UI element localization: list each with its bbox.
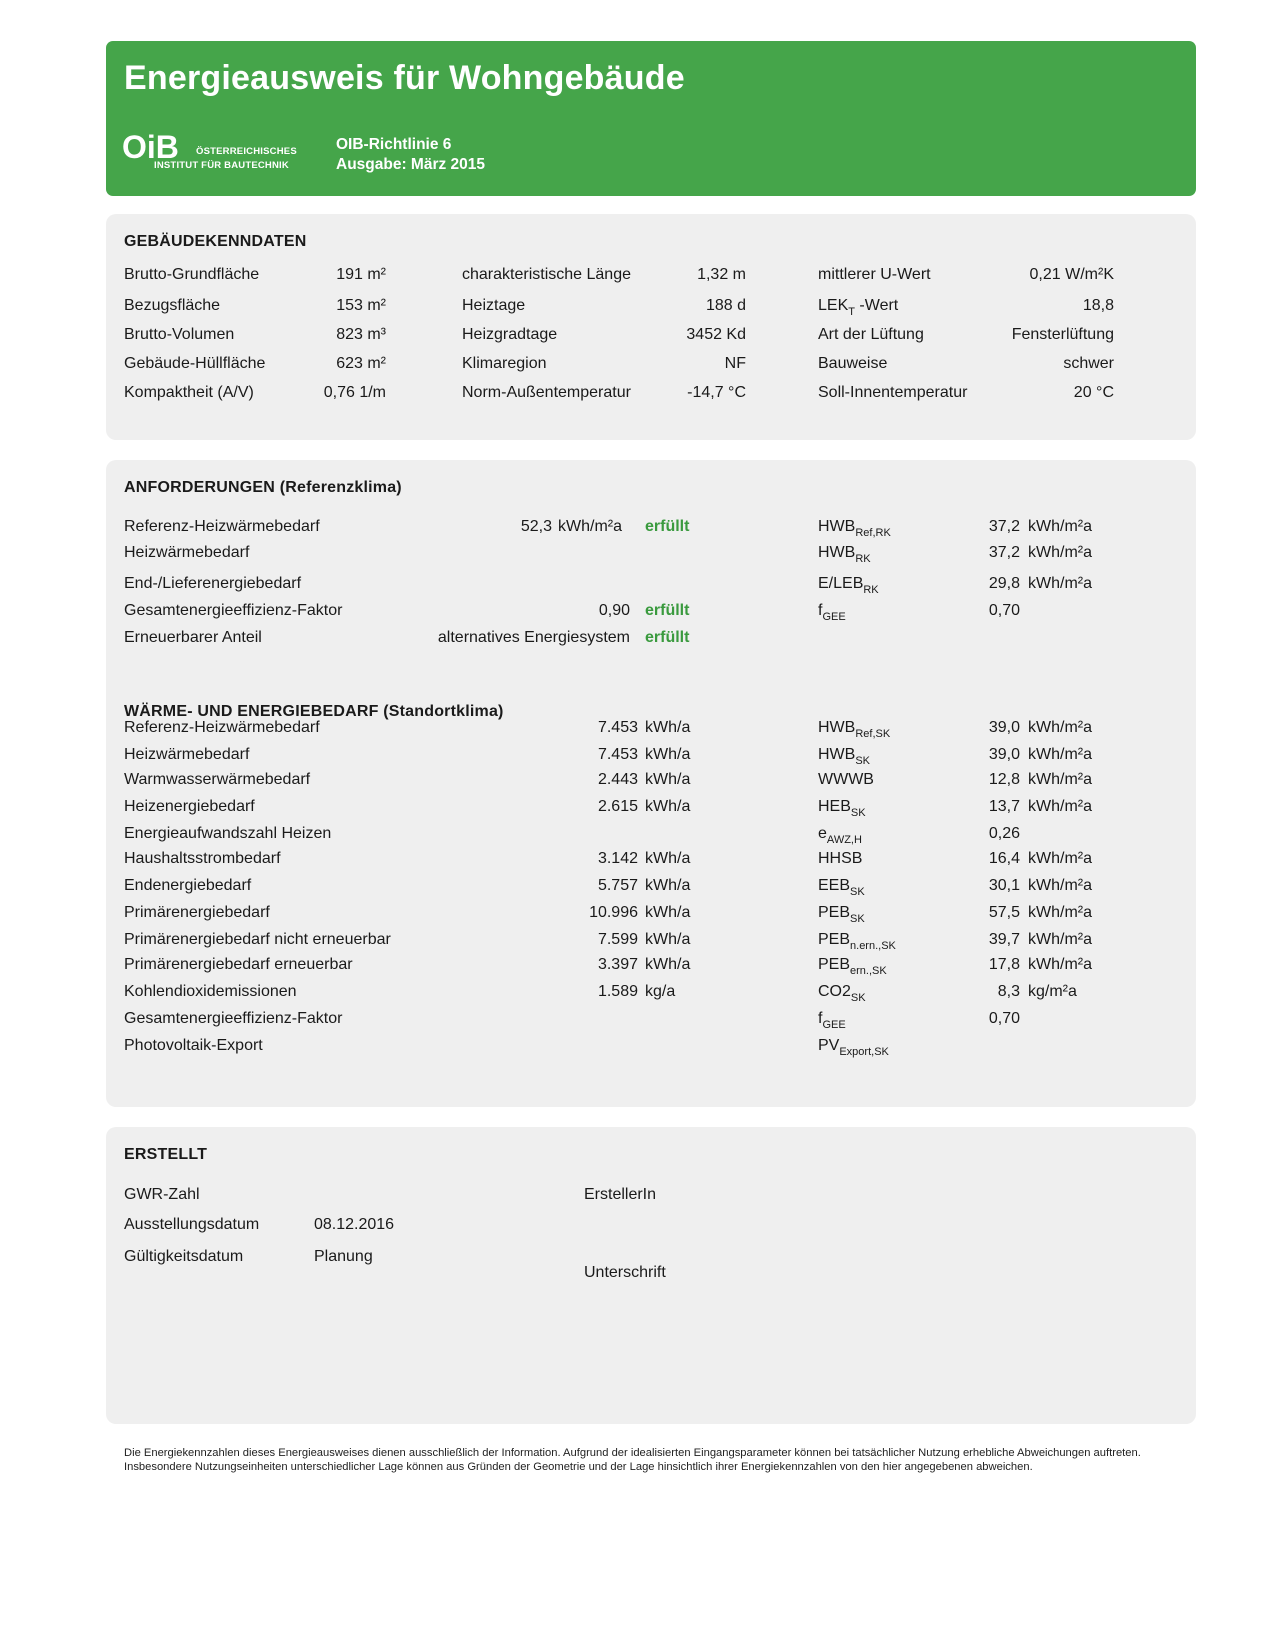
demand-unit: kWh/a <box>645 931 691 948</box>
issue-date-value: 08.12.2016 <box>314 1216 395 1233</box>
valid-date-value: Planung <box>314 1248 373 1265</box>
requirement-symbol <box>818 544 871 565</box>
building-data-row <box>106 384 1196 408</box>
building-value: 823 m³ <box>336 326 386 343</box>
demand-label: Kohlendioxidemissionen <box>124 983 297 1000</box>
demand-row <box>106 931 1196 955</box>
demand-unit: kWh/a <box>645 850 691 867</box>
demand-symbol-value: 16,4 <box>988 850 1020 867</box>
requirements-title-paren: (Referenzklima) <box>275 479 402 496</box>
requirement-symbol-subscript: RK <box>855 553 871 565</box>
demand-symbol-subscript: SK <box>855 755 871 767</box>
building-data-title: GEBÄUDEKENNDATEN <box>124 233 307 250</box>
building-value: -14,7 °C <box>687 384 746 401</box>
building-label-suffix: -Wert <box>854 297 899 314</box>
demand-symbol-subscript: AWZ,H <box>826 834 862 846</box>
requirement-symbol-subscript: GEE <box>822 611 846 623</box>
demand-symbol-unit: kWh/m²a <box>1028 746 1092 763</box>
demand-symbol-base: HEB <box>818 798 851 815</box>
demand-symbol-subscript: ern.,SK <box>850 965 887 977</box>
building-data-panel <box>106 214 1196 440</box>
requirements-panel <box>106 460 1196 1107</box>
building-data-row <box>106 297 1196 321</box>
demand-symbol-unit: kg/m²a <box>1028 983 1077 1000</box>
demand-symbol-value: 8,3 <box>997 983 1020 1000</box>
building-value: NF <box>724 355 746 372</box>
building-label: Bauweise <box>818 355 888 372</box>
demand-unit: kg/a <box>645 983 676 1000</box>
demand-symbol-unit: kWh/m²a <box>1028 877 1092 894</box>
demand-symbol <box>818 983 866 1004</box>
demand-value: 7.453 <box>597 746 638 763</box>
demand-symbol <box>818 771 874 792</box>
demand-symbol-base: PV <box>818 1037 840 1054</box>
demand-label: Haushaltsstrombedarf <box>124 850 281 867</box>
demand-symbol <box>818 825 862 846</box>
demand-symbol-subscript: GEE <box>822 1019 846 1031</box>
requirement-symbol-base: HWB <box>818 544 856 561</box>
requirements-title-main: ANFORDERUNGEN <box>124 479 276 496</box>
requirement-row <box>106 575 1196 599</box>
demand-label: Primärenergiebedarf <box>124 904 270 921</box>
demand-row <box>106 771 1196 795</box>
demand-symbol-value: 39,0 <box>988 746 1020 763</box>
demand-symbol-unit: kWh/m²a <box>1028 798 1092 815</box>
demand-value: 7.453 <box>597 719 638 736</box>
requirement-unit: kWh/m²a <box>558 518 622 535</box>
demand-symbol-value: 12,8 <box>988 771 1020 788</box>
demand-label: Energieaufwandszahl Heizen <box>124 825 332 842</box>
signature-label: Unterschrift <box>584 1264 666 1281</box>
oib-logo <box>122 129 312 179</box>
requirement-label: Heizwärmebedarf <box>124 544 250 561</box>
demand-symbol-unit: kWh/m²a <box>1028 956 1092 973</box>
requirement-symbol-value: 37,2 <box>988 518 1020 535</box>
demand-symbol-value: 17,8 <box>988 956 1020 973</box>
demand-value: 5.757 <box>597 877 638 894</box>
building-value: 1,32 m <box>697 266 746 283</box>
building-value: 188 d <box>705 297 746 314</box>
requirement-symbol <box>818 575 879 596</box>
building-label: charakteristische Länge <box>462 266 631 283</box>
demand-symbol-base: HWB <box>818 719 856 736</box>
demand-value: 3.142 <box>597 850 638 867</box>
demand-value: 7.599 <box>597 931 638 948</box>
demand-title-main: WÄRME- UND ENERGIEBEDARF <box>124 703 379 720</box>
demand-symbol <box>818 877 865 898</box>
demand-symbol <box>818 798 866 819</box>
guideline-edition: Ausgabe: März 2015 <box>336 156 486 173</box>
demand-symbol <box>818 1037 889 1058</box>
building-value: schwer <box>1063 355 1114 372</box>
demand-symbol-value: 39,0 <box>988 719 1020 736</box>
issue-date-label: Ausstellungsdatum <box>124 1216 260 1233</box>
demand-symbol <box>818 1010 846 1031</box>
demand-symbol-base: WWWB <box>818 771 874 788</box>
demand-unit: kWh/a <box>645 719 691 736</box>
demand-symbol-value: 30,1 <box>988 877 1020 894</box>
building-label: Brutto-Volumen <box>124 326 235 343</box>
demand-label: Primärenergiebedarf erneuerbar <box>124 956 353 973</box>
requirement-value: 0,90 <box>598 602 630 619</box>
building-value: 18,8 <box>1082 297 1114 314</box>
building-label-base: LEK <box>818 297 849 314</box>
building-label: Brutto-Grundfläche <box>124 266 260 283</box>
building-value: 20 °C <box>1073 384 1114 401</box>
building-data-row <box>106 355 1196 379</box>
requirement-symbol-base: E/LEB <box>818 575 864 592</box>
gwr-label: GWR-Zahl <box>124 1186 200 1203</box>
oib-logo-line1: ÖSTERREICHISCHES <box>196 146 297 157</box>
requirement-symbol <box>818 518 891 539</box>
building-data-row <box>106 326 1196 350</box>
requirement-label: Erneuerbarer Anteil <box>124 629 262 646</box>
oib-logo-line2: INSTITUT FÜR BAUTECHNIK <box>154 160 289 171</box>
requirement-value: 52,3 <box>520 518 552 535</box>
building-label: Klimaregion <box>462 355 547 372</box>
created-row-gwr <box>106 1186 1196 1210</box>
requirement-symbol <box>818 602 846 623</box>
requirement-symbol-value: 29,8 <box>988 575 1020 592</box>
demand-symbol-subscript: SK <box>850 886 865 898</box>
building-label: Kompaktheit (A/V) <box>124 384 254 401</box>
valid-date-label: Gültigkeitsdatum <box>124 1248 244 1265</box>
building-value: Fensterlüftung <box>1011 326 1114 343</box>
demand-row <box>106 956 1196 980</box>
disclaimer-footnote: Die Energiekennzahlen dieses Energieausweises dienen ausschließlich der Information. Aufgrund der idealisierten Eingangsparameter können bei tatsächlicher Nutzung erhebliche Abweichungen auftreten. Insbesondere Nutzungseinheiten unterschiedlicher Lage können aus Gründen der Geometrie und der Lage hinsichtlich ihrer Energiekennzahlen von den hier angegebenen abweichen. <box>124 1447 1141 1473</box>
document-title: Energieausweis für Wohngebäude <box>124 59 685 97</box>
requirement-symbol-subscript: RK <box>863 584 879 596</box>
demand-symbol <box>818 956 887 977</box>
requirement-row <box>106 544 1196 568</box>
demand-label: Primärenergiebedarf nicht erneuerbar <box>124 931 391 948</box>
demand-label: Warmwasserwärmebedarf <box>124 771 311 788</box>
requirement-symbol-unit: kWh/m²a <box>1028 544 1092 561</box>
demand-unit: kWh/a <box>645 956 691 973</box>
demand-symbol-value: 39,7 <box>988 931 1020 948</box>
demand-label: Endenergiebedarf <box>124 877 252 894</box>
demand-symbol-base: HWB <box>818 746 856 763</box>
building-value: 3452 Kd <box>686 326 746 343</box>
demand-symbol-subscript: SK <box>850 913 865 925</box>
created-row-signature <box>106 1264 1196 1288</box>
created-title: ERSTELLT <box>124 1146 208 1163</box>
building-value: 623 m² <box>336 355 386 372</box>
demand-symbol-unit: kWh/m²a <box>1028 904 1092 921</box>
demand-unit: kWh/a <box>645 904 691 921</box>
guideline-name: OIB-Richtlinie 6 <box>336 136 452 153</box>
demand-row <box>106 983 1196 1007</box>
demand-row <box>106 746 1196 770</box>
building-value: 191 m² <box>336 266 386 283</box>
demand-label: Referenz-Heizwärmebedarf <box>124 719 320 736</box>
building-label: Norm-Außentemperatur <box>462 384 631 401</box>
demand-symbol-base: PEB <box>818 956 851 973</box>
demand-symbol-subscript: SK <box>850 992 866 1004</box>
demand-symbol-base: f <box>818 1010 823 1027</box>
demand-value: 10.996 <box>589 904 638 921</box>
building-value: 0,21 W/m²K <box>1029 266 1114 283</box>
demand-symbol-subscript: n.ern.,SK <box>850 940 896 952</box>
building-label: Art der Lüftung <box>818 326 924 343</box>
requirement-symbol-value: 0,70 <box>988 602 1020 619</box>
building-label: Bezugsfläche <box>124 297 221 314</box>
demand-symbol <box>818 746 870 767</box>
demand-symbol <box>818 904 865 925</box>
building-label-subscript: T <box>848 306 855 318</box>
demand-symbol-unit: kWh/m²a <box>1028 850 1092 867</box>
demand-row <box>106 850 1196 874</box>
requirement-row <box>106 629 1196 653</box>
demand-label: Photovoltaik-Export <box>124 1037 263 1054</box>
demand-symbol-value: 0,26 <box>988 825 1020 842</box>
requirement-symbol-value: 37,2 <box>988 544 1020 561</box>
certificate-header <box>106 41 1196 196</box>
demand-symbol-base: PEB <box>818 931 851 948</box>
oib-logo-letters: OiB <box>122 129 179 165</box>
building-label: Heizgradtage <box>462 326 558 343</box>
demand-label: Gesamtenergieeffizienz-Faktor <box>124 1010 343 1027</box>
requirement-symbol-base: HWB <box>818 518 856 535</box>
created-panel <box>106 1127 1196 1424</box>
demand-row <box>106 1037 1196 1061</box>
building-value: 153 m² <box>336 297 386 314</box>
demand-title-paren: (Standortklima) <box>378 703 504 720</box>
demand-symbol-base: CO2 <box>818 983 851 1000</box>
guideline-info <box>336 135 485 175</box>
creator-label: ErstellerIn <box>584 1186 657 1203</box>
demand-symbol-value: 57,5 <box>988 904 1020 921</box>
requirement-row <box>106 602 1196 626</box>
demand-row <box>106 877 1196 901</box>
demand-symbol-subscript: Ref,SK <box>855 728 891 740</box>
building-label: mittlerer U-Wert <box>818 266 931 283</box>
requirement-symbol-unit: kWh/m²a <box>1028 575 1092 592</box>
requirement-status: erfüllt <box>645 518 690 535</box>
demand-row <box>106 1010 1196 1034</box>
demand-symbol <box>818 719 890 740</box>
demand-symbol-base: EEB <box>818 877 851 894</box>
requirements-title <box>124 479 402 497</box>
demand-symbol <box>818 850 862 871</box>
building-label: Soll-Innentemperatur <box>818 384 968 401</box>
requirement-row <box>106 518 1196 542</box>
demand-symbol <box>818 931 896 952</box>
demand-symbol-base: e <box>818 825 827 842</box>
requirement-symbol-subscript: Ref,RK <box>855 527 891 539</box>
demand-symbol-base: PEB <box>818 904 851 921</box>
demand-symbol-subscript: Export,SK <box>839 1046 889 1058</box>
demand-row <box>106 904 1196 928</box>
demand-value: 3.397 <box>597 956 638 973</box>
demand-symbol-unit: kWh/m²a <box>1028 719 1092 736</box>
demand-row <box>106 825 1196 849</box>
demand-symbol-unit: kWh/m²a <box>1028 931 1092 948</box>
requirement-label: End-/Lieferenergiebedarf <box>124 575 302 592</box>
requirement-status: erfüllt <box>645 602 690 619</box>
requirement-label: Referenz-Heizwärmebedarf <box>124 518 320 535</box>
created-row-issue <box>106 1216 1196 1240</box>
demand-unit: kWh/a <box>645 798 691 815</box>
requirement-symbol-unit: kWh/m²a <box>1028 518 1092 535</box>
demand-unit: kWh/a <box>645 877 691 894</box>
requirement-value: alternatives Energiesystem <box>437 629 630 646</box>
building-value: 0,76 1/m <box>323 384 386 401</box>
demand-symbol-subscript: SK <box>850 807 866 819</box>
demand-value: 2.615 <box>597 798 638 815</box>
requirement-symbol-base: f <box>818 602 823 619</box>
requirement-status: erfüllt <box>645 629 690 646</box>
demand-row <box>106 798 1196 822</box>
demand-row <box>106 719 1196 743</box>
demand-symbol-base: HHSB <box>818 850 863 867</box>
demand-unit: kWh/a <box>645 746 691 763</box>
demand-value: 1.589 <box>597 983 638 1000</box>
building-label: Heiztage <box>462 297 526 314</box>
demand-symbol-value: 0,70 <box>988 1010 1020 1027</box>
demand-value: 2.443 <box>597 771 638 788</box>
building-label <box>818 297 898 318</box>
demand-symbol-value: 13,7 <box>988 798 1020 815</box>
building-data-row <box>106 266 1196 290</box>
building-label: Gebäude-Hüllfläche <box>124 355 266 372</box>
demand-symbol-unit: kWh/m²a <box>1028 771 1092 788</box>
demand-label: Heizenergiebedarf <box>124 798 255 815</box>
demand-label: Heizwärmebedarf <box>124 746 250 763</box>
requirement-label: Gesamtenergieeffizienz-Faktor <box>124 602 343 619</box>
demand-unit: kWh/a <box>645 771 691 788</box>
